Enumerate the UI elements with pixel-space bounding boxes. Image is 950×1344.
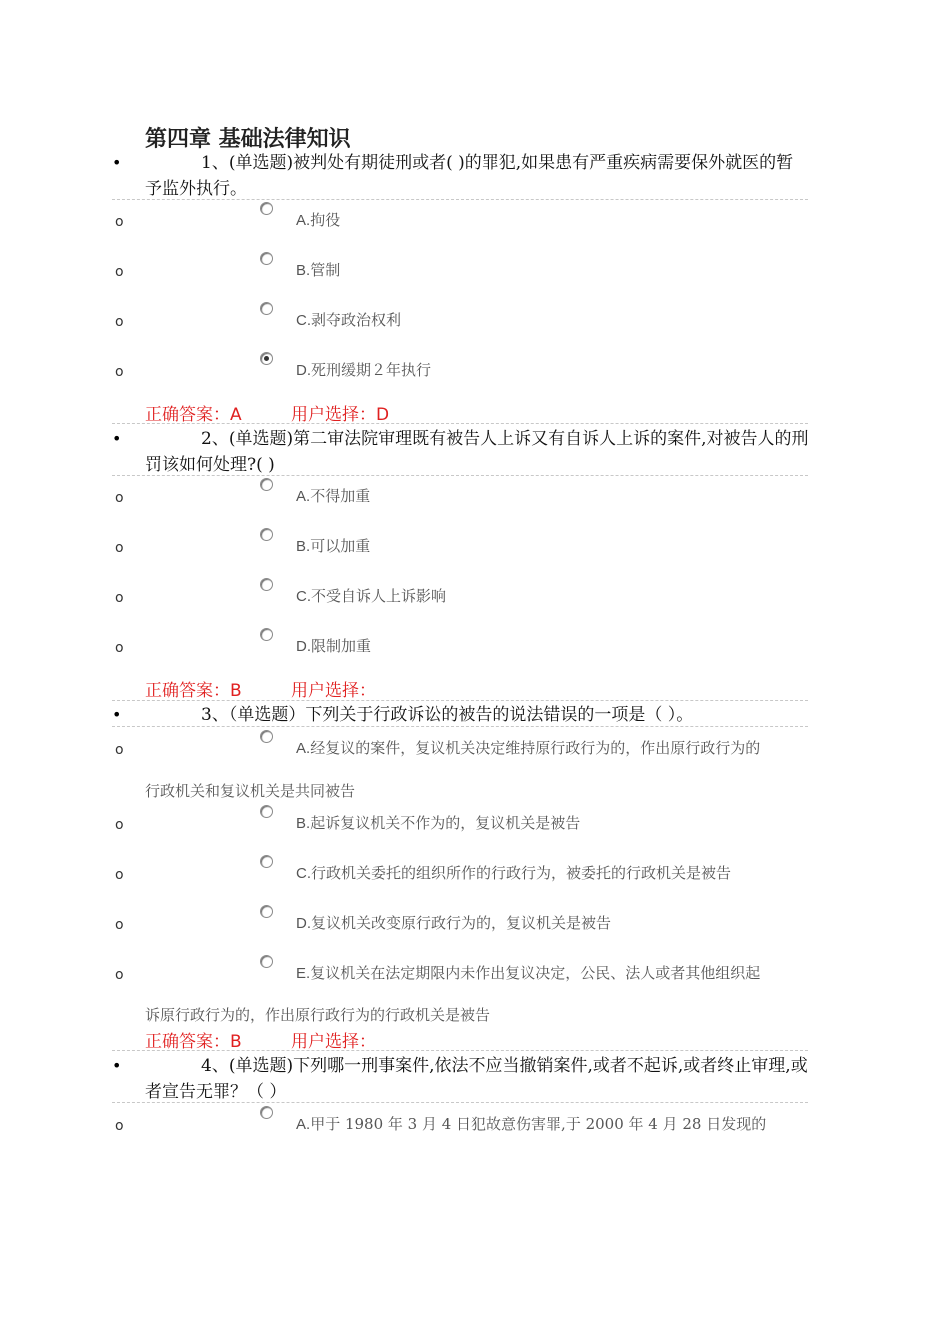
question-text: 4、(单选题)下列哪一刑事案件,依法不应当撤销案件,或者不起诉,或者终止审理,或者宣告无罪？（ ）	[145, 1056, 808, 1102]
option-marker: o	[115, 817, 124, 833]
option-row	[0, 634, 950, 660]
option-continuation: 行政机关和复议机关是共同被告	[145, 782, 356, 800]
option-label: E.复议机关在法定期限内未作出复议决定，公民、法人或者其他组织起	[296, 964, 761, 982]
user-choice: 用户选择：	[291, 1032, 376, 1052]
radio-button[interactable]	[260, 252, 273, 265]
option-marker: o	[115, 590, 124, 606]
correct-answer: 正确答案：B	[145, 1032, 242, 1052]
answer-line	[145, 676, 376, 701]
divider	[112, 700, 808, 701]
option-label: A.拘役	[296, 211, 341, 229]
divider	[112, 423, 808, 424]
radio-button[interactable]	[260, 528, 273, 541]
correct-answer: 正确答案：B	[145, 681, 242, 701]
radio-button[interactable]	[260, 905, 273, 918]
option-row	[0, 961, 950, 987]
question-text: 2、(单选题)第二审法院审理既有被告人上诉又有自诉人上诉的案件,对被告人的刑罚该如何处理?( )	[145, 429, 809, 475]
correct-answer: 正确答案：A	[145, 405, 242, 425]
option-marker: o	[115, 364, 124, 380]
radio-button[interactable]	[260, 855, 273, 868]
divider	[112, 726, 808, 727]
option-row	[0, 534, 950, 560]
option-label: C.行政机关委托的组织所作的行政行为，被委托的行政机关是被告	[296, 864, 732, 882]
option-row	[0, 308, 950, 334]
option-row	[0, 208, 950, 234]
option-label: D.复议机关改变原行政行为的，复议机关是被告	[296, 914, 612, 932]
option-marker: o	[115, 314, 124, 330]
option-marker: o	[115, 640, 124, 656]
divider	[112, 475, 808, 476]
option-marker: o	[115, 967, 124, 983]
option-marker: o	[115, 742, 124, 758]
option-label: C.不受自诉人上诉影响	[296, 587, 447, 605]
chapter-title: 第四章 基础法律知识	[145, 126, 351, 152]
option-row	[0, 736, 950, 762]
radio-button[interactable]	[260, 628, 273, 641]
option-continuation: 诉原行政行为的，作出原行政行为的行政机关是被告	[145, 1006, 491, 1024]
user-choice: 用户选择：	[291, 681, 376, 701]
option-marker: o	[115, 214, 124, 230]
option-label: D.死刑缓期２年执行	[296, 361, 432, 379]
option-row	[0, 484, 950, 510]
option-label: A.经复议的案件，复议机关决定维持原行政行为的，作出原行政行为的	[296, 739, 761, 757]
radio-button[interactable]	[260, 578, 273, 591]
radio-button-selected[interactable]	[260, 352, 273, 365]
option-row	[0, 258, 950, 284]
option-row	[0, 584, 950, 610]
option-label: D.限制加重	[296, 637, 372, 655]
option-row	[0, 861, 950, 887]
divider	[112, 1102, 808, 1103]
radio-button[interactable]	[260, 302, 273, 315]
option-label: C.剥夺政治权利	[296, 311, 402, 329]
option-marker: o	[115, 490, 124, 506]
radio-button[interactable]	[260, 1106, 273, 1119]
radio-button[interactable]	[260, 805, 273, 818]
radio-button[interactable]	[260, 730, 273, 743]
radio-button[interactable]	[260, 478, 273, 491]
question-text: 1、(单选题)被判处有期徒刑或者( )的罪犯,如果患有严重疾病需要保外就医的暂予监外执行。	[145, 153, 794, 199]
option-row	[0, 811, 950, 837]
option-marker: o	[115, 264, 124, 280]
option-label: A.甲于 1980 年 3 月 4 日犯故意伤害罪,于 2000 年 4 月 28 日发现的	[296, 1115, 767, 1133]
bullet: •	[112, 153, 122, 172]
option-row	[0, 358, 950, 384]
option-label: A.不得加重	[296, 487, 371, 505]
option-label: B.可以加重	[296, 537, 371, 555]
option-marker: o	[115, 917, 124, 933]
option-row	[0, 911, 950, 937]
option-marker: o	[115, 867, 124, 883]
radio-button[interactable]	[260, 955, 273, 968]
radio-button[interactable]	[260, 202, 273, 215]
bullet: •	[112, 705, 122, 724]
option-marker: o	[115, 1118, 124, 1134]
option-label: B.起诉复议机关不作为的，复议机关是被告	[296, 814, 581, 832]
option-marker: o	[115, 540, 124, 556]
question-text: 3、（单选题）下列关于行政诉讼的被告的说法错误的一项是（ ）。	[201, 705, 694, 725]
divider	[112, 199, 808, 200]
divider	[112, 1050, 808, 1051]
user-choice: 用户选择：D	[291, 405, 390, 425]
option-row	[0, 1112, 950, 1138]
answer-line	[145, 1027, 376, 1052]
option-label: B.管制	[296, 261, 341, 279]
bullet: •	[112, 1056, 122, 1075]
answer-line	[145, 400, 390, 425]
bullet: •	[112, 429, 122, 448]
